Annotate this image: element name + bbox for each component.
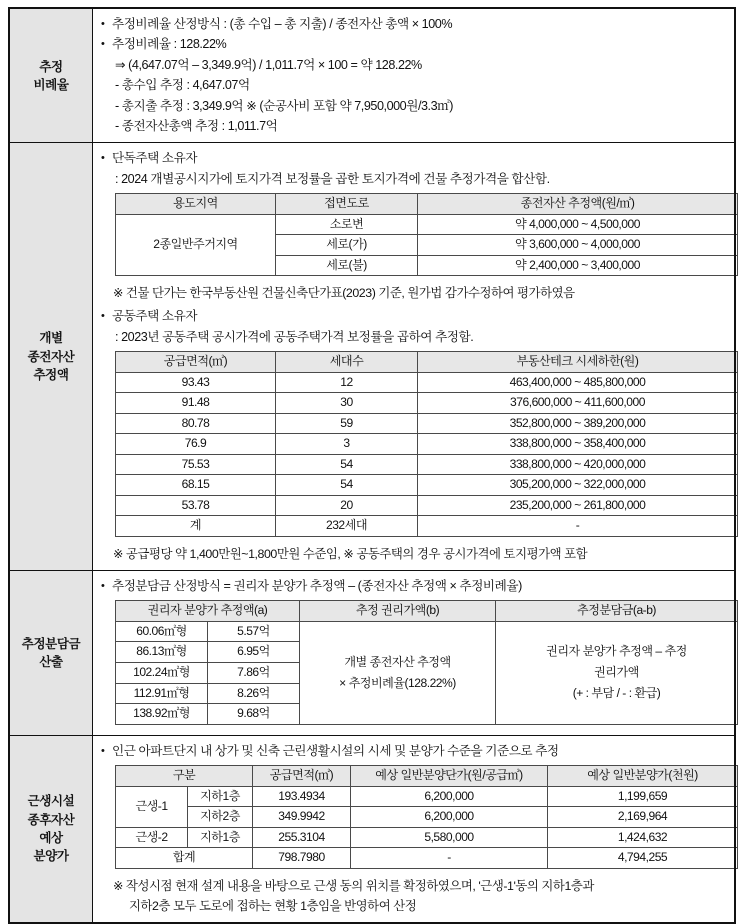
cell-group: 근생-2 (116, 827, 188, 848)
cell-unit-amount: 9.68억 (208, 704, 300, 725)
estimate-summary-table (8, 7, 736, 924)
cell-market-range: 338,800,000 ~ 420,000,000 (418, 454, 738, 475)
cell-supply-area: 76.9 (116, 434, 276, 455)
table-row (116, 434, 738, 455)
table-total-row (116, 516, 738, 537)
note-apartment: ※ 공급평당 약 1,400만원~1,800만원 수준임, ※ 공동주택의 경우 공시가격에 토지평가액 포함 (113, 546, 588, 561)
col-header-supply-area: 공급면적(㎡) (253, 765, 351, 786)
cell-right-value-formula (300, 621, 496, 724)
col-header-right-value: 추정 권리가액(b) (300, 601, 496, 622)
section-body-burden-calc (93, 571, 736, 736)
label-line: 비례율 (33, 77, 69, 92)
table-header-row (116, 601, 738, 622)
label-line: 분양가 (33, 848, 69, 863)
subheading-detached-house: • 단독주택 소유자 (101, 148, 728, 168)
cell-unit-amount: 5.57억 (208, 621, 300, 642)
cell-supply-area: 75.53 (116, 454, 276, 475)
cell-unit-amount: 8.26억 (208, 683, 300, 704)
cell-total-range: - (418, 516, 738, 537)
section-label-burden-calc (9, 571, 93, 736)
cell-total-unit-price: - (351, 848, 548, 869)
burden-calc-table (115, 600, 738, 724)
table-row (116, 495, 738, 516)
text-line: - 총수입 추정 : 4,647.07억 (115, 78, 250, 93)
table-row (116, 454, 738, 475)
label-line: 종후자산 (27, 812, 75, 827)
section-body-proportion-rate (93, 8, 736, 143)
section-body-retail-price (93, 735, 736, 923)
section-row-prior-asset (9, 143, 735, 571)
table-row (116, 475, 738, 496)
cell-unit-count: 12 (276, 372, 418, 393)
cell-road: 세로(가) (276, 235, 418, 256)
cell-unit-amount: 7.86억 (208, 662, 300, 683)
text-line: ⇒ (4,647.07억 – 3,349.9억) / 1,011.7억 × 100 = 약 128.22% (115, 57, 422, 72)
cell-market-range: 235,200,000 ~ 261,800,000 (418, 495, 738, 516)
cell-total-label: 계 (116, 516, 276, 537)
cell-unit-price: 5,580,000 (351, 827, 548, 848)
table-row (116, 807, 738, 828)
col-header-road: 접면도로 (276, 194, 418, 215)
label-line: 추정분담금 (21, 636, 81, 651)
table-row (116, 413, 738, 434)
table-row (116, 786, 738, 807)
table-header-row (116, 194, 738, 215)
cell-unit-count: 59 (276, 413, 418, 434)
cell-total-label: 합계 (116, 848, 253, 869)
cell-unit-count: 54 (276, 475, 418, 496)
cell-group: 근생-1 (116, 786, 188, 827)
col-header-total-price: 예상 일반분양가(천원) (548, 765, 738, 786)
table-total-row (116, 848, 738, 869)
text-line: - 총지출 추정 : 3,349.9억 ※ (순공사비 포함 약 7,950,000원/3.3㎡) (115, 98, 454, 113)
cell-supply-area: 68.15 (116, 475, 276, 496)
subheading-apartment: • 공동주택 소유자 (101, 306, 728, 326)
col-header-burden: 추정분담금(a-b) (496, 601, 738, 622)
text-line: • 추정비례율 산정방식 : (총 수입 – 총 지출) / 종전자산 총액 × 100% (101, 14, 728, 34)
cell-unit-count: 30 (276, 393, 418, 414)
label-line: 개별 (39, 331, 63, 346)
cell-area: 193.4934 (253, 786, 351, 807)
table-row (116, 372, 738, 393)
col-header-supply-area: 공급면적(㎡) (116, 352, 276, 373)
table-header-row (116, 352, 738, 373)
table-row (116, 621, 738, 642)
label-line: 추정 (39, 59, 63, 74)
col-header-unit-price: 예상 일반분양단가(원/공급㎡) (351, 765, 548, 786)
table-row (116, 214, 738, 235)
cell-total-amount: 4,794,255 (548, 848, 738, 869)
col-header-sale-price: 권리자 분양가 추정액(a) (116, 601, 300, 622)
formula-line: × 추정비례율(128.22%) (339, 675, 456, 690)
section-label-prior-asset (9, 143, 93, 571)
apartment-price-table (115, 351, 738, 537)
formula-line: 권리자 분양가 추정액 – 추정 (546, 644, 687, 659)
table-row (116, 827, 738, 848)
cell-total-price: 1,424,632 (548, 827, 738, 848)
cell-unit-price: 6,200,000 (351, 786, 548, 807)
note-retail-line2: 지하2층 모두 도로에 접하는 현황 1층임을 반영하여 산정 (129, 898, 417, 913)
cell-total-units: 232세대 (276, 516, 418, 537)
section-row-proportion-rate (9, 8, 735, 143)
formula-line: (+ : 부담 / - : 환급) (572, 686, 661, 701)
cell-floor: 지하1층 (188, 786, 253, 807)
cell-unit-price: 6,200,000 (351, 807, 548, 828)
cell-road: 소로변 (276, 214, 418, 235)
cell-unit-type: 138.92㎡형 (116, 704, 208, 725)
cell-price: 약 3,600,000 ~ 4,000,000 (418, 235, 738, 256)
note-retail-line1: ※ 작성시점 현재 설계 내용을 바탕으로 근생 동의 위치를 확정하였으며, '근생-1'동의 지하1층과 (113, 878, 594, 893)
cell-unit-count: 54 (276, 454, 418, 475)
cell-area: 349.9942 (253, 807, 351, 828)
text-line: • 추정비례율 : 128.22% (101, 34, 728, 54)
cell-market-range: 376,600,000 ~ 411,600,000 (418, 393, 738, 414)
cell-unit-type: 102.24㎡형 (116, 662, 208, 683)
cell-total-price: 1,199,659 (548, 786, 738, 807)
table-header-row (116, 765, 738, 786)
cell-burden-formula (496, 621, 738, 724)
section-label-retail-price (9, 735, 93, 923)
description-detached-house: : 2024 개별공시지가에 토지가격 보정률을 곱한 토지가격에 건물 추정가격을 합산함. (115, 171, 550, 186)
retail-price-table (115, 765, 738, 869)
formula-line: 개별 종전자산 추정액 (344, 654, 451, 669)
cell-supply-area: 80.78 (116, 413, 276, 434)
cell-unit-amount: 6.95억 (208, 642, 300, 663)
label-line: 근생시설 (27, 794, 75, 809)
note-building-unit-price: ※ 건물 단가는 한국부동산원 건물신축단가표(2023) 기준, 원가법 감가수정하여 평가하였음 (113, 286, 575, 301)
label-line: 추정액 (33, 367, 69, 382)
cell-unit-count: 3 (276, 434, 418, 455)
section-row-retail-price (9, 735, 735, 923)
section-row-burden-calc (9, 571, 735, 736)
text-line: - 종전자산총액 추정 : 1,011.7억 (115, 118, 278, 133)
cell-total-price: 2,169,964 (548, 807, 738, 828)
cell-market-range: 338,800,000 ~ 358,400,000 (418, 434, 738, 455)
cell-supply-area: 93.43 (116, 372, 276, 393)
cell-total-area: 798.7980 (253, 848, 351, 869)
description-apartment: : 2023년 공동주택 공시가격에 공동주택가격 보정률을 곱하여 추정함. (115, 329, 474, 344)
cell-zone: 2종일반주거지역 (116, 214, 276, 276)
col-header-division: 구분 (116, 765, 253, 786)
label-line: 종전자산 (27, 349, 75, 364)
land-price-table (115, 193, 738, 276)
label-line: 산출 (39, 654, 63, 669)
cell-unit-type: 112.91㎡형 (116, 683, 208, 704)
cell-unit-type: 60.06㎡형 (116, 621, 208, 642)
cell-supply-area: 91.48 (116, 393, 276, 414)
col-header-market-low: 부동산테크 시세하한(원) (418, 352, 738, 373)
label-line: 예상 (39, 830, 63, 845)
cell-floor: 지하1층 (188, 827, 253, 848)
col-header-zone: 용도지역 (116, 194, 276, 215)
cell-unit-count: 20 (276, 495, 418, 516)
section-label-proportion-rate (9, 8, 93, 143)
cell-road: 세로(불) (276, 255, 418, 276)
cell-supply-area: 53.78 (116, 495, 276, 516)
cell-floor: 지하2층 (188, 807, 253, 828)
col-header-unit-count: 세대수 (276, 352, 418, 373)
description-retail: • 인근 아파트단지 내 상가 및 신축 근린생활시설의 시세 및 분양가 수준을 기준으로 추정 (101, 741, 728, 761)
cell-price: 약 2,400,000 ~ 3,400,000 (418, 255, 738, 276)
table-row (116, 393, 738, 414)
col-header-price: 종전자산 추정액(원/㎡) (418, 194, 738, 215)
cell-market-range: 305,200,000 ~ 322,000,000 (418, 475, 738, 496)
cell-market-range: 352,800,000 ~ 389,200,000 (418, 413, 738, 434)
cell-price: 약 4,000,000 ~ 4,500,000 (418, 214, 738, 235)
cell-area: 255.3104 (253, 827, 351, 848)
section-body-prior-asset (93, 143, 736, 571)
cell-unit-type: 86.13㎡형 (116, 642, 208, 663)
formula-burden: • 추정분담금 산정방식 = 권리자 분양가 추정액 – (종전자산 추정액 × 추정비례율) (101, 576, 728, 596)
formula-line: 권리가액 (594, 665, 639, 680)
cell-market-range: 463,400,000 ~ 485,800,000 (418, 372, 738, 393)
